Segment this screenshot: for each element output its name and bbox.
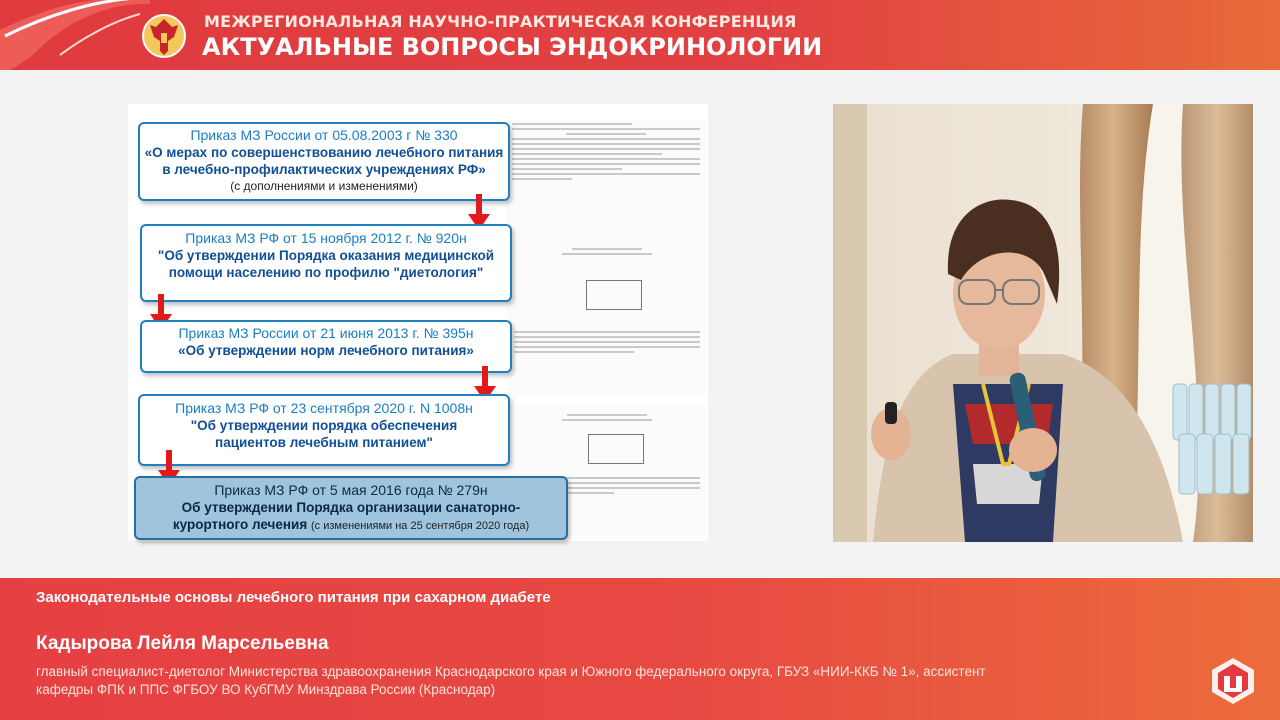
order-box-330 bbox=[138, 122, 510, 201]
conference-title-line1: МЕЖРЕГИОНАЛЬНАЯ НАУЧНО-ПРАКТИЧЕСКАЯ КОНФЕРЕНЦИЯ bbox=[204, 12, 797, 31]
presentation-slide bbox=[128, 104, 708, 541]
order-box-920n-heading: Приказ МЗ РФ от 15 ноября 2012 г. № 920н bbox=[185, 230, 467, 246]
document-scan-1 bbox=[506, 120, 706, 238]
channel-logo-icon bbox=[1208, 656, 1258, 706]
order-box-279n-note: (с изменениями на 25 сентября 2020 года) bbox=[310, 520, 530, 532]
order-box-279n-title bbox=[136, 499, 566, 535]
order-box-279n-heading: Приказ МЗ РФ от 5 мая 2016 года № 279н bbox=[214, 482, 488, 498]
order-box-1008n-title: "Об утверждении порядка обеспечения пациентов лечебным питанием" bbox=[190, 418, 458, 450]
document-scan-2 bbox=[508, 236, 706, 396]
order-box-330-heading: Приказ МЗ России от 05.08.2003 г № 330 bbox=[190, 127, 458, 143]
swoosh-decoration bbox=[0, 0, 150, 70]
order-box-279n-title-text: Об утверждении Порядка организации санаторно-курортного лечения bbox=[172, 500, 521, 532]
conference-header bbox=[0, 0, 1280, 70]
talk-topic: Законодательные основы лечебного питания при сахарном диабете bbox=[36, 589, 551, 606]
order-box-330-title: «О мерах по совершенствованию лечебного питания в лечебно-профилактических учреждениях РФ» bbox=[144, 145, 504, 177]
order-box-920n bbox=[140, 224, 512, 302]
conference-title-line2: АКТУАЛЬНЫЕ ВОПРОСЫ ЭНДОКРИНОЛОГИИ bbox=[202, 33, 823, 61]
lower-third-banner bbox=[0, 578, 1280, 720]
speaker-video bbox=[833, 104, 1253, 542]
speaker-description: главный специалист-диетолог Министерства здравоохранения Краснодарского края и Южного федерального округа, ГБУЗ «НИИ-ККБ № 1», ассистент кафедры ФПК и ППС ФГБОУ ВО КубГМУ Минздрава России (Краснодар) bbox=[36, 664, 986, 697]
order-box-1008n bbox=[138, 394, 510, 466]
order-box-279n bbox=[134, 476, 568, 540]
order-box-920n-title: "Об утверждении Порядка оказания медицинской помощи населению по профилю "диетология" bbox=[157, 248, 495, 280]
eagle-emblem-icon bbox=[142, 11, 186, 61]
order-box-330-note: (с дополнениями и изменениями) bbox=[230, 179, 418, 193]
order-box-395n bbox=[140, 320, 512, 373]
order-box-395n-heading: Приказ МЗ России от 21 июня 2013 г. № 395н bbox=[178, 325, 474, 341]
speaker-video-image bbox=[833, 104, 1253, 542]
order-box-1008n-heading: Приказ МЗ РФ от 23 сентября 2020 г. N 1008н bbox=[175, 400, 473, 416]
order-box-395n-title: «Об утверждении норм лечебного питания» bbox=[178, 343, 474, 358]
speaker-name: Кадырова Лейля Марсельевна bbox=[36, 633, 329, 654]
